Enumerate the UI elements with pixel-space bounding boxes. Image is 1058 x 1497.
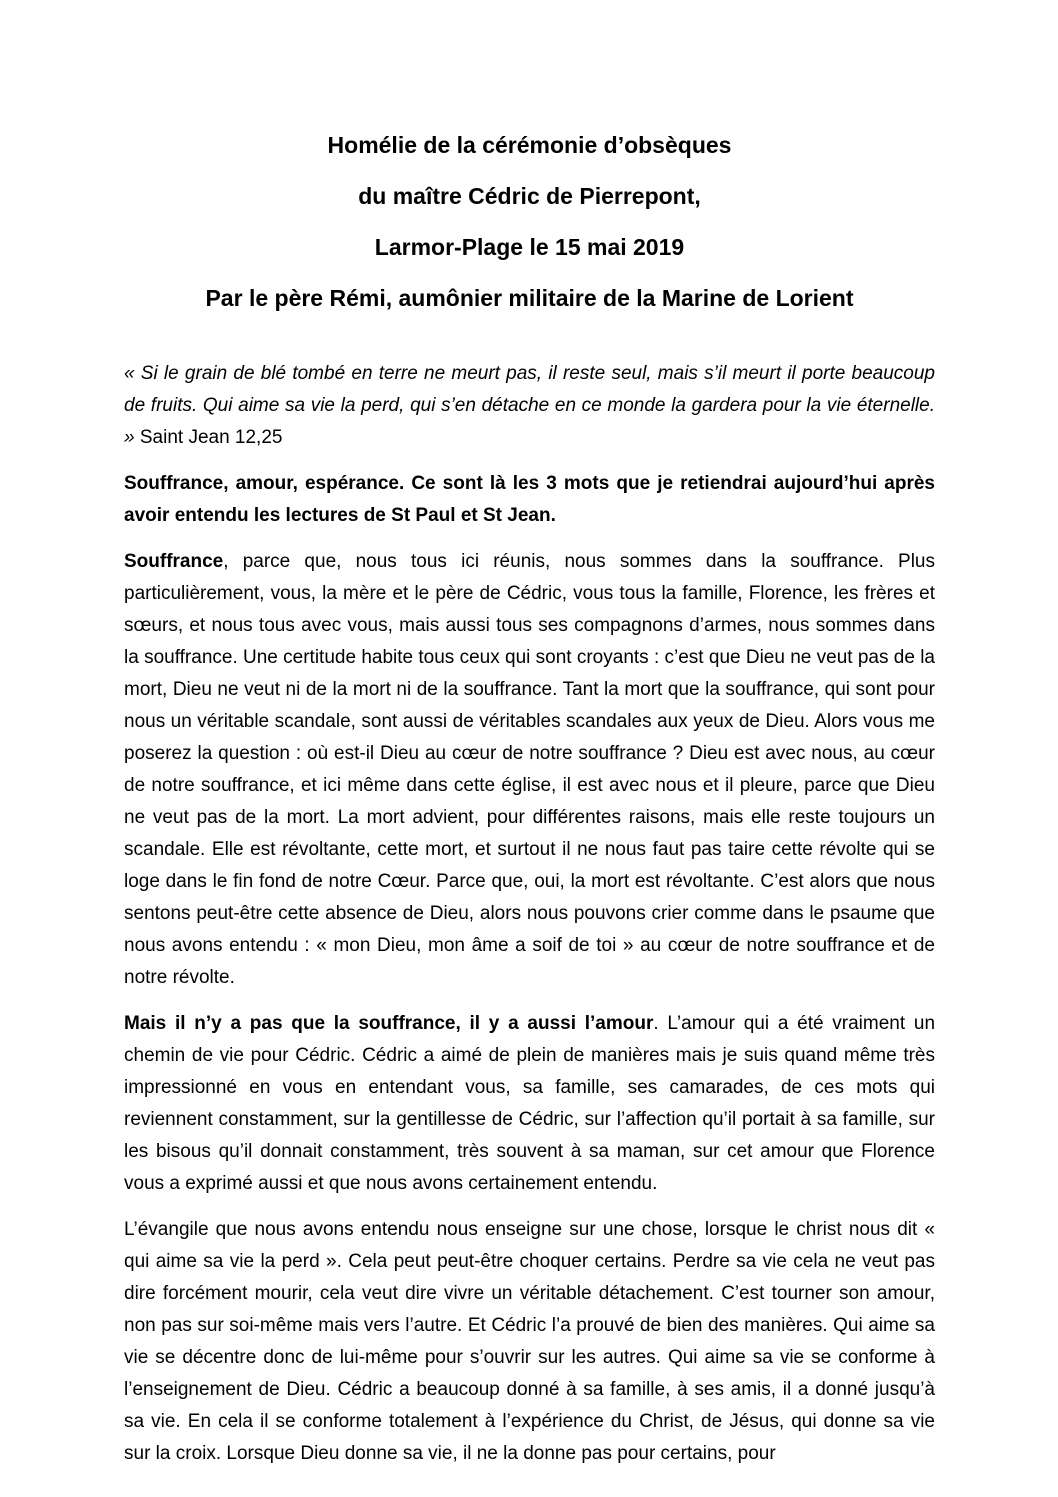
title-block [124, 131, 935, 312]
intro-paragraph: Souffrance, amour, espérance. Ce sont là les 3 mots que je retiendrai aujourd’hui après avoir entendu les lectures de St Paul et St Jean. [124, 473, 935, 526]
souffrance-lead: Souffrance [124, 551, 224, 572]
title-line-3: Larmor-Plage le 15 mai 2019 [374, 234, 685, 260]
scripture-citation: Saint Jean 12,25 [134, 427, 283, 448]
scripture-quote-text: « Si le grain de blé tombé en terre ne meurt pas, il reste seul, mais s’il meurt il porte beaucoup de fruits. Qui aime sa vie la perd, qui s’en détache en ce monde la gardera pour la vie éternelle. » [124, 363, 935, 448]
souffrance-paragraph [124, 546, 935, 994]
souffrance-body: , parce que, nous tous ici réunis, nous sommes dans la souffrance. Plus particulièrement, vous, la mère et le père de Cédric, vous tous la famille, Florence, les frères et sœurs, et nous tous avec vous, mais aussi tous ses compagnons d’armes, nous sommes dans la souffrance. Une certitude habite tous ceux qui sont croyants : c’est que Dieu ne veut pas de la mort, Dieu ne veut ni de la mort ni de la souffrance. Tant la mort que la souffrance, qui sont pour nous un véritable scandale, sont aussi de véritables scandales aux yeux de Dieu. Alors vous me poserez la question : où est-il Dieu au cœur de notre souffrance ? Dieu est avec nous, au cœur de notre souffrance, et ici même dans cette église, il est avec nous et il pleure, parce que Dieu ne veut pas de la mort. La mort advient, pour différentes raisons, mais elle reste toujours un scandale. Elle est révoltante, cette mort, et surtout il ne nous faut pas taire cette révolte qui se loge dans le fin fond de notre Cœur. Parce que, oui, la mort est révoltante. C’est alors que nous sentons peut-être cette absence de Dieu, alors nous pouvons crier comme dans le psaume que nous avons entendu : « mon Dieu, mon âme a soif de toi » au cœur de notre souffrance et de notre révolte. [124, 551, 935, 988]
title-line-4: Par le père Rémi, aumônier militaire de la Marine de Lorient [205, 285, 854, 311]
scripture-quote-paragraph [124, 358, 935, 454]
amour-body: . L’amour qui a été vraiment un chemin de vie pour Cédric. Cédric a aimé de plein de manières mais je suis quand même très impressionné en vous en entendant vous, sa famille, ses camarades, de ces mots qui reviennent constamment, sur la gentillesse de Cédric, sur l’affection qu’il portait à sa famille, sur les bisous qu’il donnait constamment, très souvent à sa maman, sur cet amour que Florence vous a exprimé aussi et que nous avons certainement entendu. [124, 1013, 936, 1194]
title-line-2: du maître Cédric de Pierrepont, [358, 183, 701, 209]
evangile-paragraph: L’évangile que nous avons entendu nous enseigne sur une chose, lorsque le christ nous dit « qui aime sa vie la perd ». Cela peut peut-être choquer certains. Perdre sa vie cela ne veut pas dire forcément mourir, cela veut dire vivre un véritable détachement. C’est tourner son amour, non pas sur soi-même mais vers l’autre. Et Cédric l’a prouvé de bien des manières. Qui aime sa vie se décentre donc de lui-même pour s’ouvrir sur les autres. Qui aime sa vie se conforme à l’enseignement de Dieu. Cédric a beaucoup donné à sa famille, à ses amis, il a donné jusqu’à sa vie. En cela il se conforme totalement à l’expérience du Christ, de Jésus, qui donne sa vie sur la croix. Lorsque Dieu donne sa vie, il ne la donne pas pour certains, pour [124, 1219, 935, 1464]
amour-lead: Mais il n’y a pas que la souffrance, il y a aussi l’amour [124, 1013, 654, 1034]
amour-paragraph [124, 1008, 935, 1200]
document-body [124, 358, 935, 1470]
title-line-1: Homélie de la cérémonie d’obsèques [327, 132, 732, 158]
